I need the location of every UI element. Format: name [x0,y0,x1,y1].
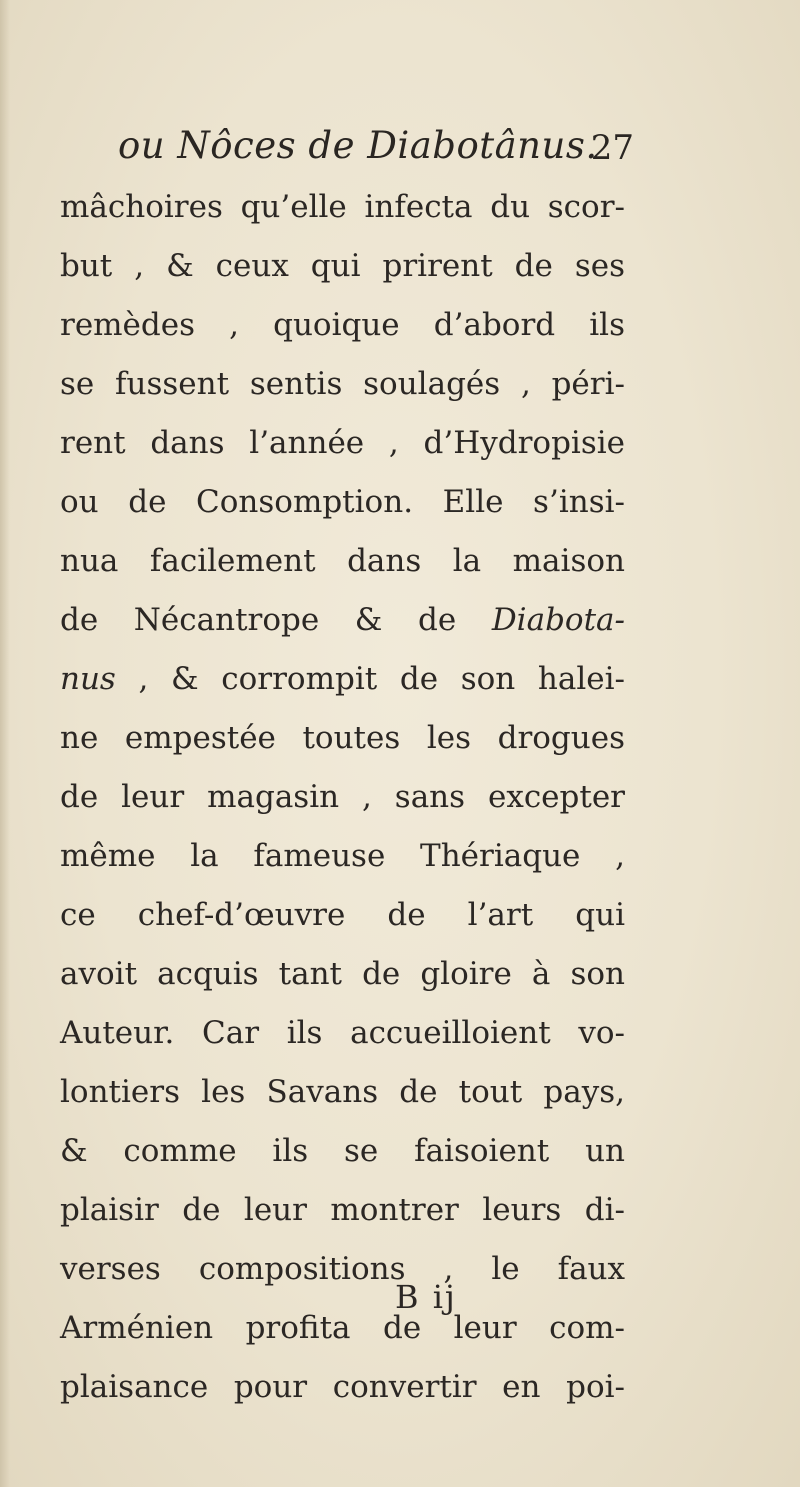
italic-name: Diabota- [491,602,625,638]
text-line: verses compositions , le faux [60,1251,625,1287]
text-line: ou de Consomption. Elle s’insi- [60,484,625,520]
text-line: nua facilement dans la maison [60,543,625,579]
body-text [60,178,625,1417]
text-line: Auteur. Car ils accueilloient vo- [60,1015,625,1051]
italic-name: nus [60,661,116,697]
text-line: de leur magasin , sans excepter [60,779,625,815]
text-line: & comme ils se faisoient un [60,1133,625,1169]
page-number: 27 [590,128,634,168]
text-line: ce chef-d’œuvre de l’art qui [60,897,625,933]
running-head-title: ou Nôces de Diabotânus. [118,124,598,167]
text-line: but , & ceux qui prirent de ses [60,248,625,284]
text-line-roman: de Nécantrope & de [60,602,492,638]
text-line [60,591,625,650]
text-line: Arménien profita de leur com- [60,1310,625,1346]
text-line [60,650,625,709]
text-line: ne empestée toutes les drogues [60,720,625,756]
signature-mark: B ij [395,1278,457,1316]
text-line: se fussent sentis soulagés , péri- [60,366,625,402]
text-line: lontiers les Savans de tout pays, [60,1074,625,1110]
running-head [118,118,638,178]
text-line: mâchoires qu’elle infecta du scor- [60,189,625,225]
text-line: rent dans l’année , d’Hydropisie [60,425,625,461]
text-line: plaisance pour convertir en poi- [60,1369,625,1405]
text-line: même la fameuse Thériaque , [60,838,625,874]
text-line: plaisir de leur montrer leurs di- [60,1192,625,1228]
text-line: avoit acquis tant de gloire à son [60,956,625,992]
text-line-roman: , & corrompit de son halei- [115,661,625,697]
text-line: remèdes , quoique d’abord ils [60,307,625,343]
page-gutter-shadow [0,0,10,1487]
